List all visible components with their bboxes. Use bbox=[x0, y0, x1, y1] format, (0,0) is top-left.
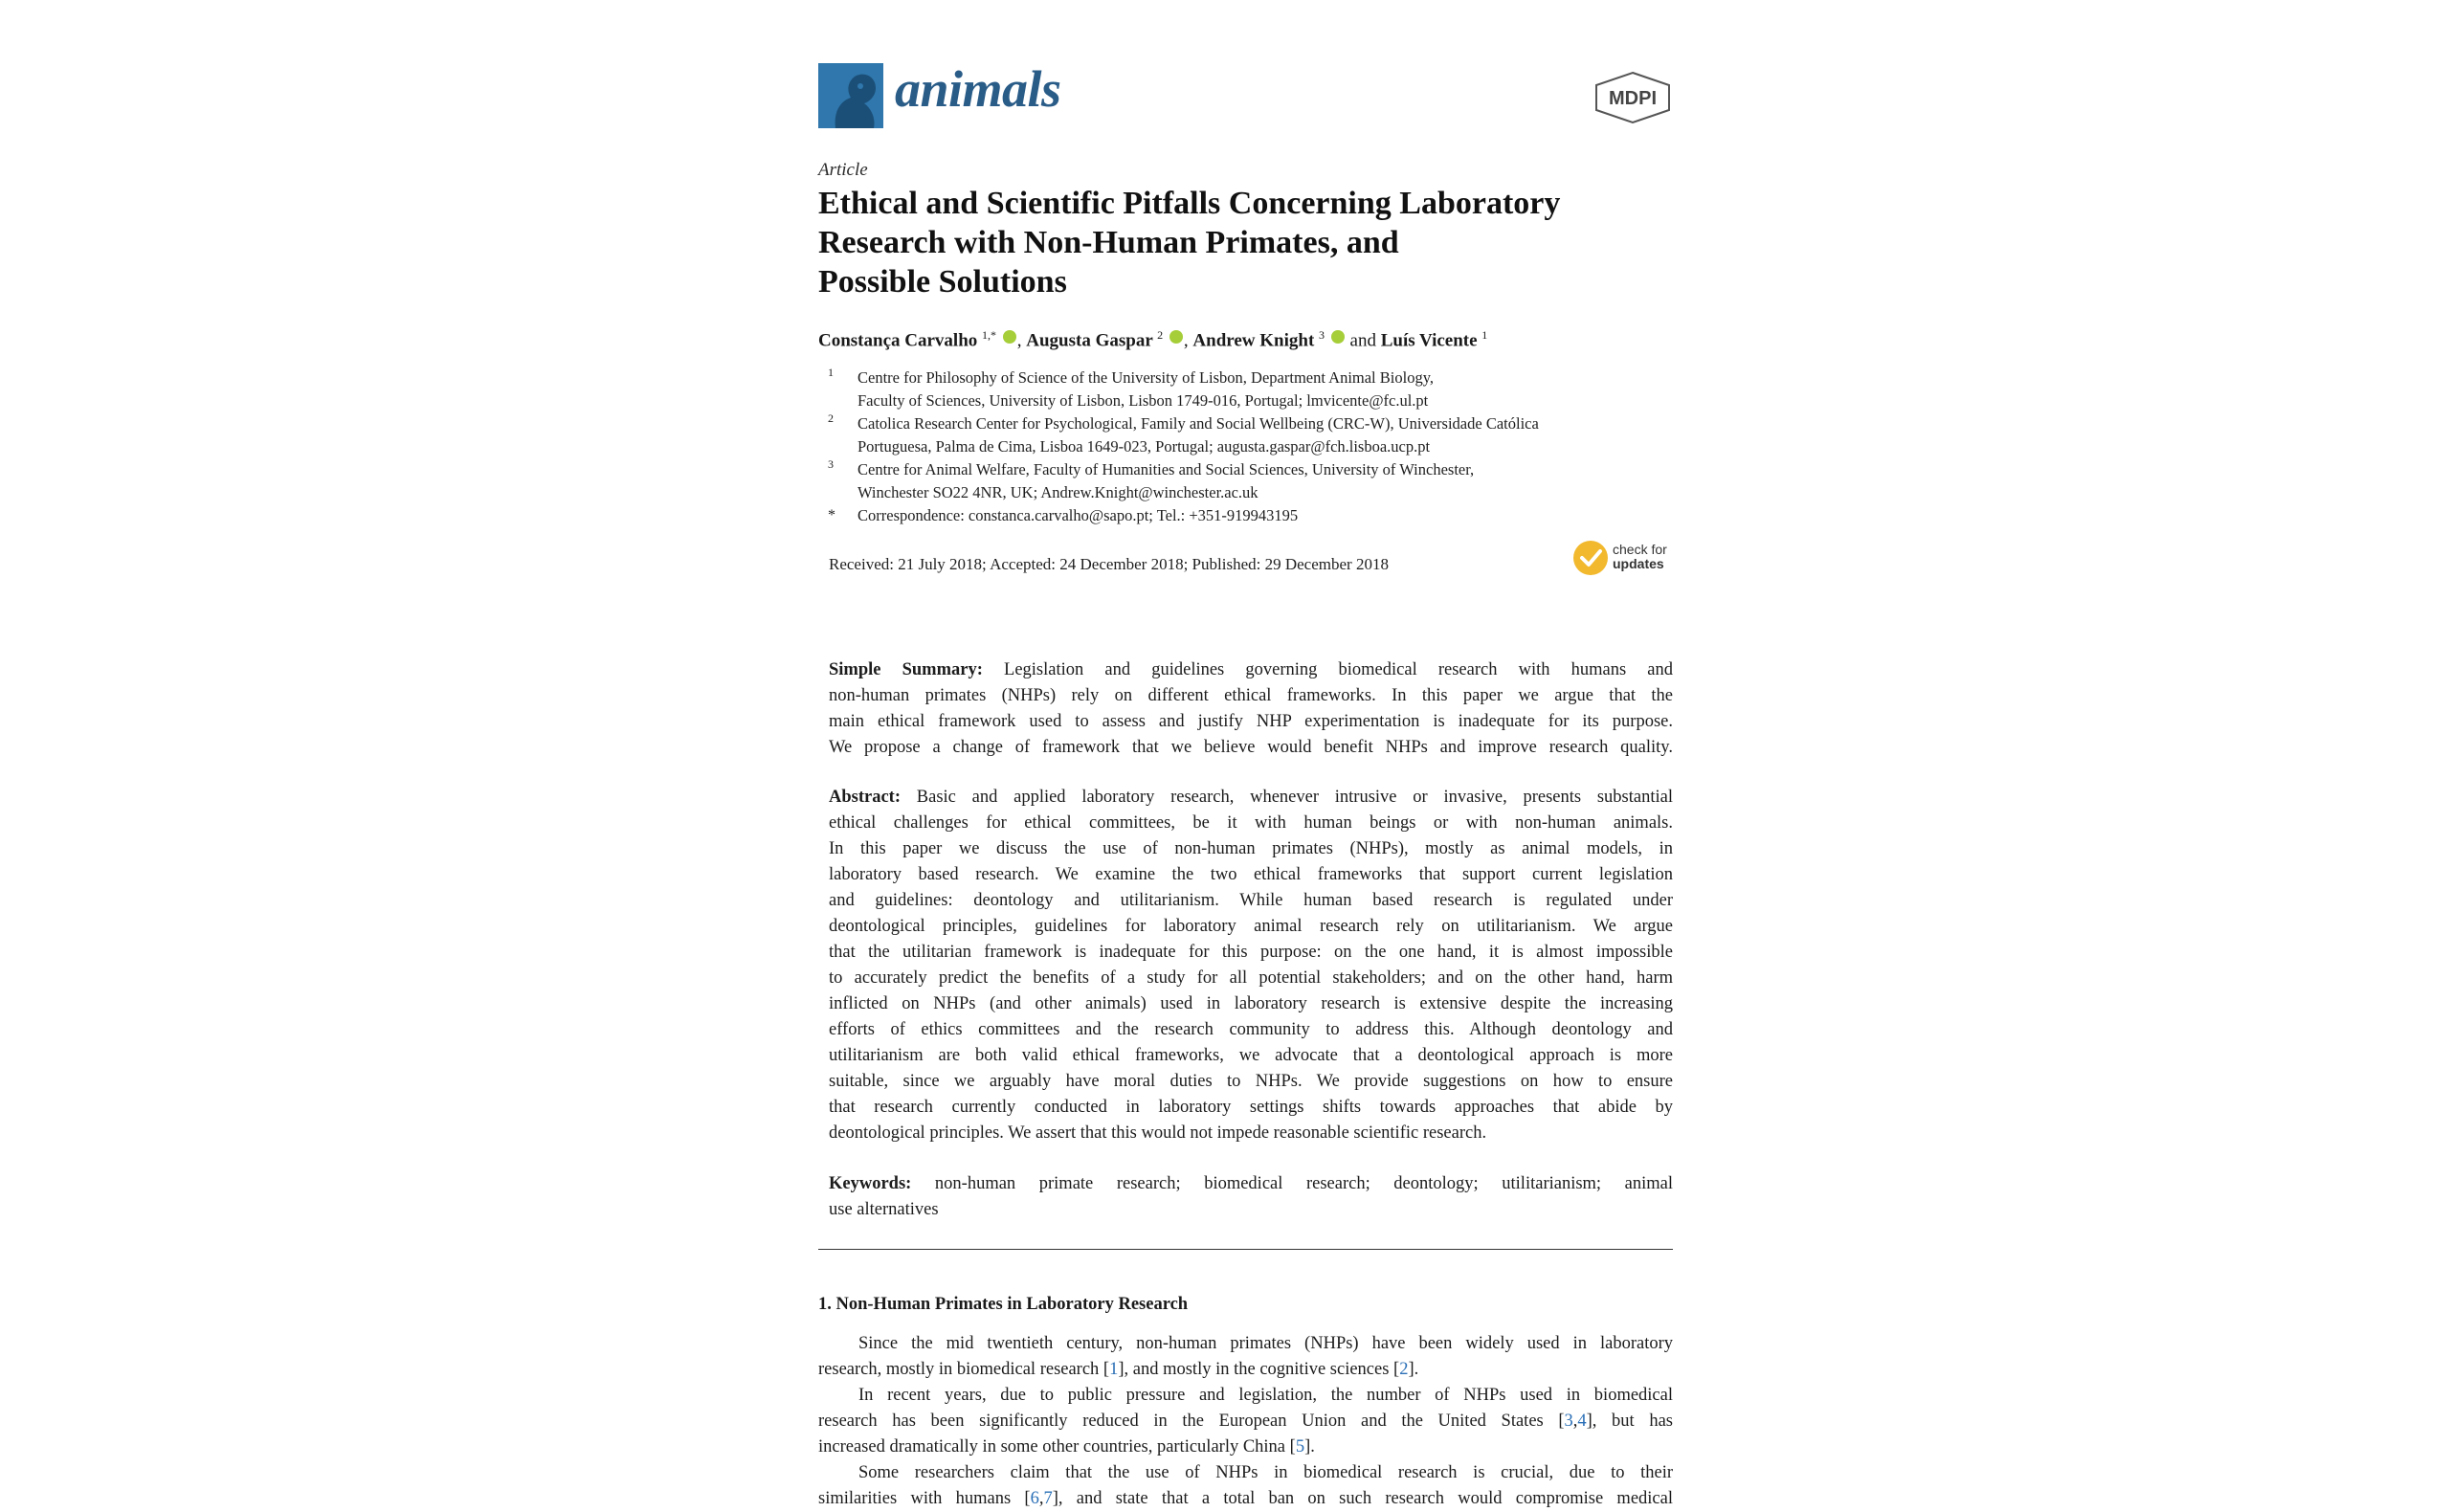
publication-dates: Received: 21 July 2018; Accepted: 24 December 2018; Published: 29 December 2018 bbox=[829, 555, 1389, 573]
keywords bbox=[829, 1171, 1673, 1223]
author-affiliation-mark: 1,* bbox=[982, 328, 997, 342]
paragraph-line bbox=[818, 1409, 1673, 1434]
abstract-line: utilitarianism are both valid ethical frameworks, we advocate that a deontological approach is more bbox=[829, 1046, 1673, 1065]
orcid-icon[interactable] bbox=[1331, 330, 1345, 344]
paragraph-line: Some researchers claim that the use of NHPs in biomedical research is crucial, due to their bbox=[858, 1463, 1673, 1482]
paragraph-line bbox=[818, 1357, 1673, 1383]
text-run: , bbox=[1038, 1489, 1044, 1508]
affiliation-line: Centre for Animal Welfare, Faculty of Humanities and Social Sciences, University of Winchester, bbox=[858, 460, 1475, 478]
summary-text: Legislation and guidelines governing biomedical research with humans and bbox=[982, 660, 1674, 679]
updates-line-2: updates bbox=[1613, 556, 1664, 571]
summary-line: We propose a change of framework that we believe would benefit NHPs and improve research quality. bbox=[829, 738, 1673, 757]
orcid-icon[interactable] bbox=[1169, 330, 1183, 344]
affiliation-number: 1 bbox=[828, 366, 834, 379]
summary-line: main ethical framework used to assess and justify NHP experimentation is inadequate for its purpose. bbox=[829, 712, 1673, 731]
author-separator: , bbox=[1183, 330, 1193, 351]
affiliation-item bbox=[828, 367, 1670, 412]
article-type: Article bbox=[818, 160, 868, 180]
affiliation-line: Winchester SO22 4NR, UK; Andrew.Knight@winchester.ac.uk bbox=[858, 483, 1258, 501]
author-name[interactable]: Andrew Knight bbox=[1192, 330, 1315, 351]
text-run: , bbox=[1572, 1412, 1578, 1431]
author-name[interactable]: Augusta Gaspar bbox=[1026, 330, 1153, 351]
text-run: research, mostly in biomedical research [ bbox=[818, 1360, 1110, 1379]
citation-link[interactable]: 3 bbox=[1564, 1412, 1573, 1431]
keywords-line bbox=[829, 1171, 1673, 1197]
affiliation-number: 3 bbox=[828, 457, 834, 471]
orcid-icon[interactable] bbox=[1003, 330, 1016, 344]
paragraph-line: Since the mid twentieth century, non-human primates (NHPs) have been widely used in laboratory bbox=[858, 1334, 1673, 1353]
publisher-logo bbox=[1592, 71, 1673, 124]
abstract-line bbox=[829, 785, 1673, 811]
abstract-line: and guidelines: deontology and utilitarianism. While human based research is regulated under bbox=[829, 891, 1673, 910]
affiliation-line: Faculty of Sciences, University of Lisbon, Lisbon 1749-016, Portugal; lmvicente@fc.ul.pt bbox=[858, 391, 1429, 410]
affiliation-line: Catolica Research Center for Psychological, Family and Social Wellbeing (CRC-W), Universidade Católica bbox=[858, 414, 1539, 433]
citation-link[interactable]: 4 bbox=[1577, 1412, 1587, 1431]
journal-logo-icon bbox=[818, 63, 883, 128]
simple-summary bbox=[829, 657, 1673, 761]
paragraph-line: In recent years, due to public pressure and legislation, the number of NHPs used in biomedical bbox=[858, 1386, 1673, 1405]
author-name[interactable]: Constança Carvalho bbox=[818, 330, 978, 351]
text-run: ]. bbox=[1408, 1360, 1419, 1379]
journal-name: animals bbox=[895, 60, 1061, 118]
abstract-line: to accurately predict the benefits of a study for all potential stakeholders; and on the other hand, harm bbox=[829, 968, 1673, 988]
abstract-line: that research currently conducted in laboratory settings shifts towards approaches that abide by bbox=[829, 1098, 1673, 1117]
section-divider bbox=[818, 1249, 1673, 1250]
journal-header bbox=[818, 60, 1673, 136]
title-line: Possible Solutions bbox=[818, 264, 1067, 300]
abstract-line: suitable, since we arguably have moral duties to NHPs. We provide suggestions on how to ensure bbox=[829, 1072, 1673, 1091]
abstract-line: inflicted on NHPs (and other animals) used in laboratory research is extensive despite the increasing bbox=[829, 994, 1673, 1013]
abstract-text: Basic and applied laboratory research, whenever intrusive or invasive, presents substantial bbox=[901, 788, 1673, 807]
abstract-line: efforts of ethics committees and the research community to address this. Although deontology and bbox=[829, 1020, 1673, 1039]
affiliation-line: Centre for Philosophy of Science of the University of Lisbon, Department Animal Biology, bbox=[858, 368, 1434, 387]
abstract-line: ethical challenges for ethical committees, be it with human beings or with non-human animals. bbox=[829, 813, 1673, 833]
title-line: Research with Non-Human Primates, and bbox=[818, 225, 1399, 260]
title-line: Ethical and Scientific Pitfalls Concerning Laboratory bbox=[818, 186, 1561, 221]
paragraph-line bbox=[818, 1434, 1673, 1460]
author-separator: , bbox=[1016, 330, 1027, 351]
keywords-line: use alternatives bbox=[829, 1200, 939, 1219]
text-run: ], but has bbox=[1586, 1412, 1673, 1431]
section-heading: 1. Non-Human Primates in Laboratory Research bbox=[818, 1295, 1189, 1314]
affiliation-item bbox=[828, 412, 1670, 458]
abstract-line: that the utilitarian framework is inadequate for this purpose: on the one hand, it is almost impossible bbox=[829, 943, 1673, 962]
correspondence-item bbox=[828, 504, 1670, 527]
updates-line-1: check for bbox=[1613, 542, 1667, 557]
abstract-line: laboratory based research. We examine the two ethical frameworks that support current legislation bbox=[829, 865, 1673, 884]
updates-text bbox=[1613, 543, 1667, 571]
text-run: research has been significantly reduced in the European Union and the United States [ bbox=[818, 1412, 1565, 1431]
author-separator: and bbox=[1345, 330, 1381, 351]
text-run: ]. bbox=[1304, 1437, 1315, 1456]
article-title bbox=[818, 184, 1673, 301]
check-for-updates-badge[interactable] bbox=[1573, 539, 1673, 577]
abstract-line: In this paper we discuss the use of non-human primates (NHPs), mostly as animal models, in bbox=[829, 839, 1673, 858]
text-run: increased dramatically in some other countries, particularly China [ bbox=[818, 1437, 1296, 1456]
author-list bbox=[818, 328, 1673, 351]
summary-line bbox=[829, 657, 1673, 683]
keywords-label: Keywords: bbox=[829, 1174, 912, 1193]
abstract-line: deontological principles. We assert that this would not impede reasonable scientific research. bbox=[829, 1123, 1487, 1143]
author-affiliation-mark: 3 bbox=[1319, 328, 1325, 342]
citation-link[interactable]: 1 bbox=[1109, 1360, 1119, 1379]
affiliation-number: 2 bbox=[828, 411, 834, 425]
author-affiliation-mark: 1 bbox=[1481, 328, 1488, 342]
abstract bbox=[829, 785, 1673, 1146]
correspondence-line: Correspondence: constanca.carvalho@sapo.pt; Tel.: +351-919943195 bbox=[858, 506, 1299, 524]
text-run: ], and state that a total ban on such research would compromise medical bbox=[1052, 1489, 1673, 1508]
correspondence-mark: * bbox=[828, 507, 835, 523]
summary-label: Simple Summary: bbox=[829, 660, 983, 679]
citation-link[interactable]: 5 bbox=[1295, 1437, 1305, 1456]
citation-link[interactable]: 6 bbox=[1030, 1489, 1039, 1508]
affiliation-item bbox=[828, 458, 1670, 504]
text-run: ], and mostly in the cognitive sciences [ bbox=[1118, 1360, 1400, 1379]
author-affiliation-mark: 2 bbox=[1157, 328, 1164, 342]
paragraph-line bbox=[818, 1486, 1673, 1512]
citation-link[interactable]: 7 bbox=[1043, 1489, 1053, 1508]
summary-line: non-human primates (NHPs) rely on different ethical frameworks. In this paper we argue that the bbox=[829, 686, 1673, 705]
abstract-line: deontological principles, guidelines for laboratory animal research rely on utilitarianism. We argue bbox=[829, 917, 1673, 936]
affiliation-line: Portuguesa, Palma de Cima, Lisboa 1649-023, Portugal; augusta.gaspar@fch.lisboa.ucp.pt bbox=[858, 437, 1431, 456]
section-body bbox=[818, 1331, 1673, 1512]
affiliations bbox=[828, 367, 1670, 527]
abstract-label: Abstract: bbox=[829, 788, 902, 807]
checkmark-icon bbox=[1573, 541, 1608, 575]
citation-link[interactable]: 2 bbox=[1399, 1360, 1409, 1379]
author-name[interactable]: Luís Vicente bbox=[1380, 330, 1478, 351]
text-run: similarities with humans [ bbox=[818, 1489, 1031, 1508]
article-page bbox=[818, 57, 1674, 1508]
keywords-text: non-human primate research; biomedical research; deontology; utilitarianism; animal bbox=[911, 1174, 1673, 1193]
publisher-name: MDPI bbox=[1609, 88, 1657, 109]
